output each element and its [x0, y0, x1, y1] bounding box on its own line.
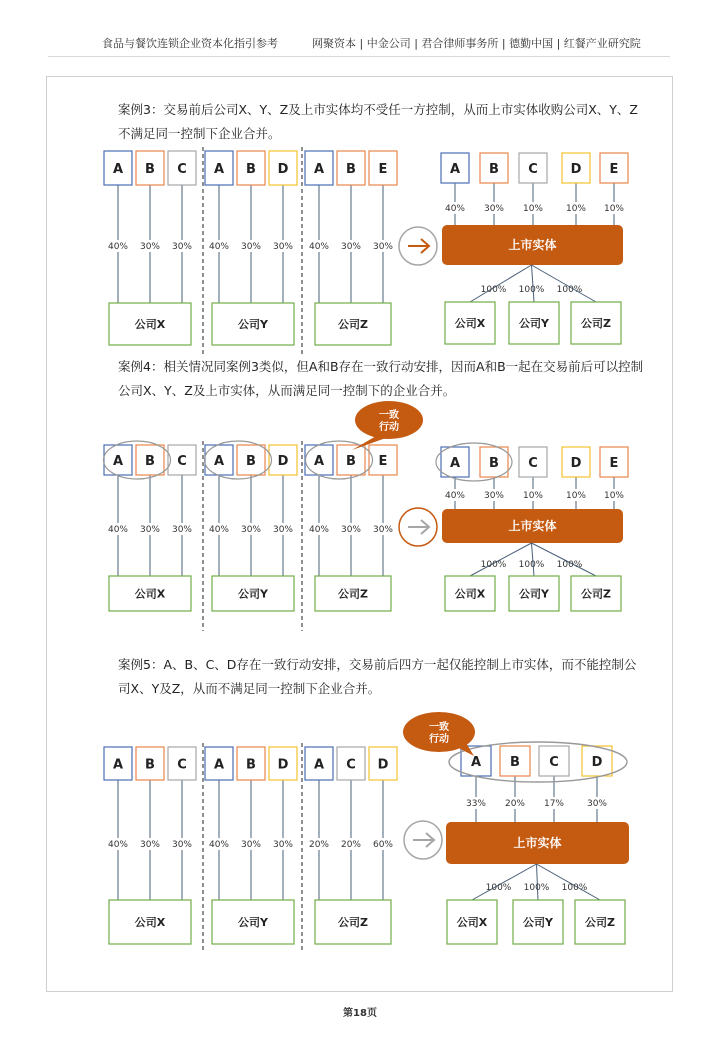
listed-entity-label: 上市实体 [513, 836, 562, 850]
case4-diagram [0, 398, 720, 633]
ownership-percent: 30% [139, 840, 161, 850]
shareholder-label: D [277, 162, 289, 177]
ownership-percent: 30% [272, 525, 294, 535]
shareholder-label: C [177, 757, 187, 773]
subsidiary-line [537, 864, 539, 900]
ownership-percent: 30% [240, 840, 262, 850]
shareholder-label: A [213, 162, 225, 177]
case4-text: 案例4：相关情况同案例3类似，但A和B存在一致行动安排，因而A和B一起在交易前后可以控制公司X、Y、Z及上市实体，从而满足同一控制下的企业合并。 [118, 359, 644, 398]
ownership-percent: 30% [171, 840, 193, 850]
company-label: 公司Z [338, 318, 368, 331]
ownership-percent: 10% [603, 491, 625, 501]
company-label: 公司X [134, 587, 166, 601]
case3-diagram [0, 146, 720, 356]
shareholder-label: A [112, 757, 124, 773]
ownership-percent: 40% [208, 242, 230, 252]
subsidiary-label: 公司Z [585, 916, 615, 929]
subsidiary-percent: 100% [518, 560, 545, 570]
shareholder-label: C [528, 456, 538, 471]
subsidiary-line [472, 864, 537, 900]
ownership-percent: 30% [171, 525, 193, 535]
ownership-percent: 30% [483, 204, 505, 214]
ownership-percent: 40% [107, 525, 129, 535]
ownership-percent: 30% [240, 242, 262, 252]
listed-entity-label: 上市实体 [508, 238, 557, 252]
shareholder-label: E [609, 456, 619, 471]
company-label: 公司X [134, 318, 166, 331]
subsidiary-percent: 100% [523, 883, 550, 893]
shareholder-label: D [277, 757, 289, 773]
shareholder-label: A [449, 456, 461, 471]
subsidiary-percent: 100% [556, 285, 583, 295]
shareholder-label: E [378, 454, 388, 469]
ownership-percent: 10% [565, 491, 587, 501]
shareholder-label: A [313, 454, 325, 469]
shareholder-label: A [112, 162, 124, 177]
ownership-percent: 30% [139, 525, 161, 535]
subsidiary-percent: 100% [518, 285, 545, 295]
shareholder-label: C [177, 162, 187, 177]
ownership-percent: 30% [372, 242, 394, 252]
ownership-percent: 20% [308, 840, 330, 850]
subsidiary-label: 公司X [454, 317, 486, 330]
shareholder-label: A [112, 454, 124, 469]
subsidiary-label: 公司Z [581, 317, 611, 330]
case3-text: 案例3：交易前后公司X、Y、Z及上市实体均不受任一方控制，从而上市实体收购公司X、Y、Z不满足同一控制下企业合并。 [118, 102, 638, 141]
ownership-percent: 40% [444, 491, 466, 501]
ownership-percent: 20% [504, 799, 526, 809]
company-label: 公司Z [338, 587, 368, 601]
subsidiary-percent: 100% [480, 285, 507, 295]
subsidiary-line [532, 265, 535, 302]
company-label: 公司Y [238, 916, 268, 929]
ownership-percent: 30% [483, 491, 505, 501]
shareholder-label: C [549, 755, 559, 770]
header-publishers: 网聚资本 | 中金公司 | 君合律师事务所 | 德勤中国 | 红餐产业研究院 [312, 37, 641, 50]
shareholder-label: B [489, 162, 499, 177]
ownership-percent: 30% [272, 242, 294, 252]
shareholder-label: B [145, 162, 155, 177]
shareholder-label: A [213, 757, 225, 773]
page-number: 第18页 [343, 1008, 377, 1019]
page-header [0, 0, 720, 56]
subsidiary-label: 公司X [456, 916, 488, 929]
shareholder-label: B [510, 755, 520, 770]
subsidiary-percent: 100% [556, 560, 583, 570]
shareholder-label: D [570, 456, 582, 471]
ownership-percent: 10% [522, 491, 544, 501]
subsidiary-label: 公司Y [523, 916, 553, 929]
shareholder-label: B [246, 162, 256, 177]
subsidiary-percent: 100% [480, 560, 507, 570]
case5-text: 案例5：A、B、C、D存在一致行动安排，交易前后四方一起仅能控制上市实体，而不能控制公司X、Y及Z，从而不满足同一控制下企业合并。 [118, 657, 637, 696]
shareholder-label: D [591, 755, 603, 770]
subsidiary-label: 公司Y [519, 317, 549, 330]
shareholder-label: A [213, 454, 225, 469]
ownership-percent: 40% [107, 242, 129, 252]
shareholder-label: B [346, 162, 356, 177]
shareholder-label: A [470, 755, 482, 770]
shareholder-label: A [313, 162, 325, 177]
header-rule [48, 56, 670, 57]
ownership-percent: 30% [139, 242, 161, 252]
subsidiary-percent: 100% [561, 883, 588, 893]
ownership-percent: 30% [340, 242, 362, 252]
ownership-percent: 40% [308, 525, 330, 535]
shareholder-label: D [277, 454, 289, 469]
ownership-percent: 30% [171, 242, 193, 252]
shareholder-label: B [246, 757, 256, 773]
subsidiary-label: 公司Y [519, 587, 549, 601]
case5-diagram [0, 708, 720, 953]
ownership-percent: 40% [208, 840, 230, 850]
shareholder-label: E [378, 162, 388, 177]
speech-bubble-text: 行动 [429, 734, 449, 745]
listed-entity-label: 上市实体 [508, 519, 557, 533]
ownership-percent: 10% [565, 204, 587, 214]
shareholder-label: D [570, 162, 582, 177]
ownership-percent: 30% [586, 799, 608, 809]
shareholder-label: B [489, 456, 499, 471]
company-label: 公司Y [238, 587, 268, 601]
ownership-percent: 40% [444, 204, 466, 214]
shareholder-label: B [145, 454, 155, 469]
shareholder-label: C [177, 454, 187, 469]
ownership-percent: 40% [107, 840, 129, 850]
shareholder-label: C [528, 162, 538, 177]
company-label: 公司Z [338, 916, 368, 929]
ownership-percent: 30% [340, 525, 362, 535]
shareholder-label: A [313, 757, 325, 773]
company-label: 公司Y [238, 318, 268, 331]
ownership-percent: 60% [372, 840, 394, 850]
subsidiary-percent: 100% [485, 883, 512, 893]
shareholder-label: B [145, 757, 155, 773]
ownership-percent: 40% [208, 525, 230, 535]
ownership-percent: 20% [340, 840, 362, 850]
speech-bubble-text: 一致 [429, 722, 449, 733]
subsidiary-label: 公司X [454, 587, 486, 601]
subsidiary-line [532, 265, 597, 302]
ownership-percent: 10% [603, 204, 625, 214]
header-title: 食品与餐饮连锁企业资本化指引参考 [102, 37, 278, 50]
ownership-percent: 30% [272, 840, 294, 850]
subsidiary-line [537, 864, 601, 900]
company-label: 公司X [134, 916, 166, 929]
shareholder-label: B [346, 454, 356, 469]
shareholder-label: C [346, 757, 356, 773]
shareholder-label: B [246, 454, 256, 469]
shareholder-label: D [377, 757, 389, 773]
ownership-percent: 30% [372, 525, 394, 535]
speech-bubble-text: 行动 [379, 422, 399, 433]
shareholder-label: A [449, 162, 461, 177]
subsidiary-line [470, 265, 532, 302]
ownership-percent: 30% [240, 525, 262, 535]
subsidiary-label: 公司Z [581, 587, 611, 601]
speech-bubble-text: 一致 [379, 410, 399, 421]
shareholder-label: E [609, 162, 619, 177]
ownership-percent: 10% [522, 204, 544, 214]
ownership-percent: 17% [543, 799, 565, 809]
ownership-percent: 33% [465, 799, 487, 809]
ownership-percent: 40% [308, 242, 330, 252]
